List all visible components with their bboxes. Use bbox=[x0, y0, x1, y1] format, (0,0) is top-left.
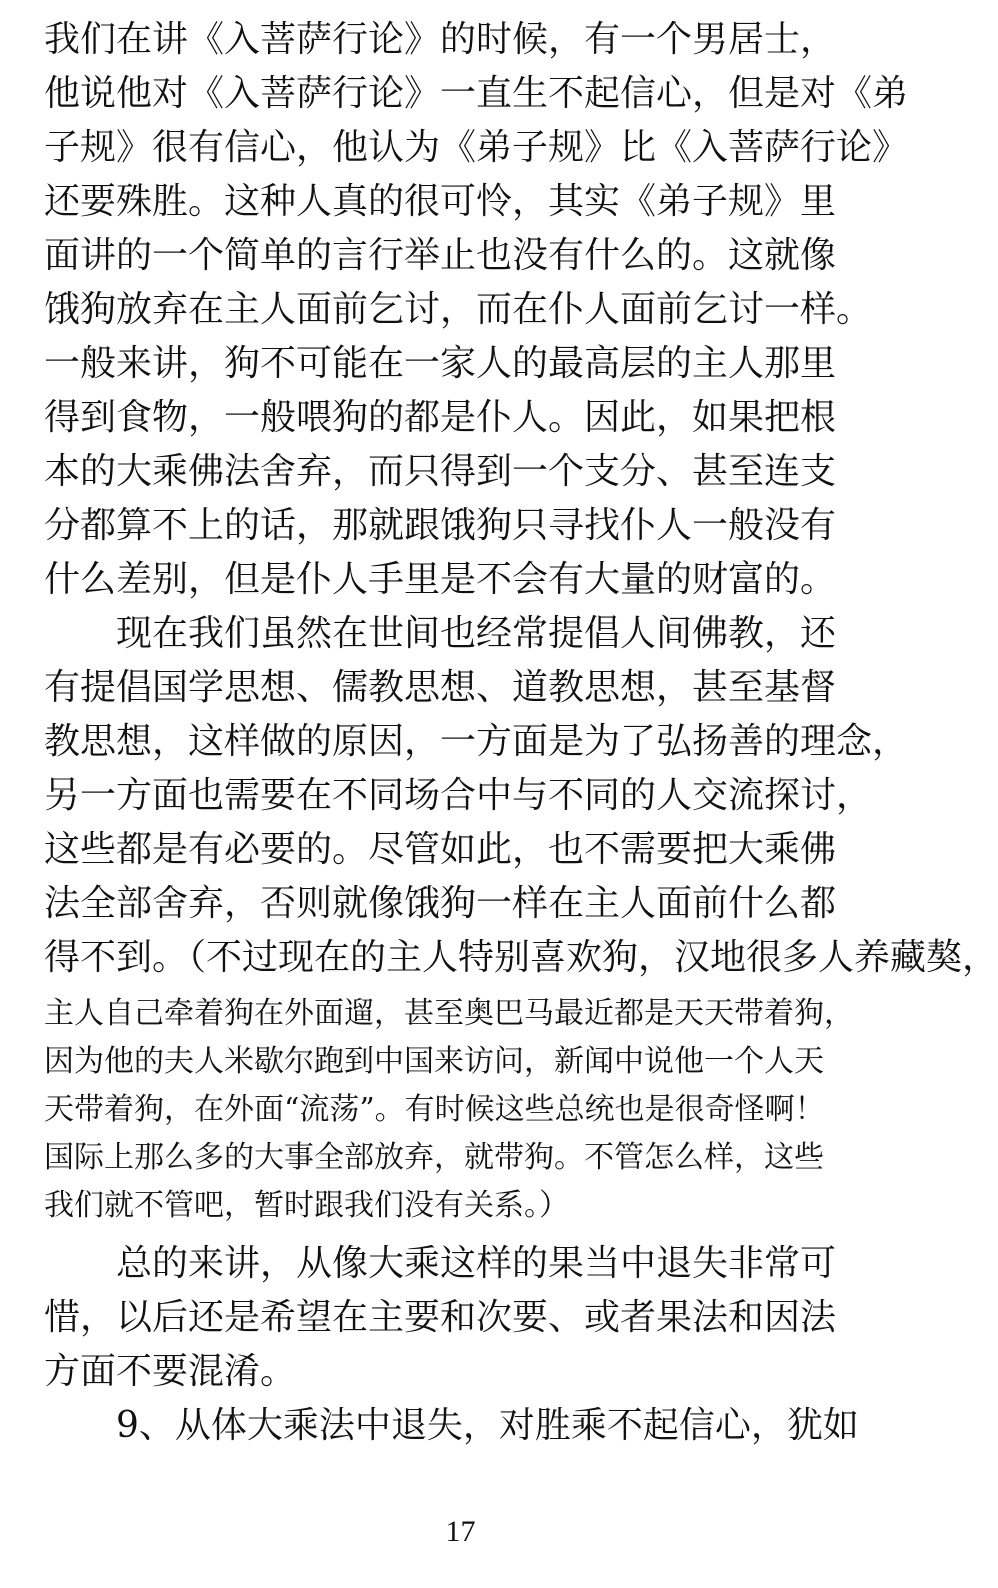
paragraph-start-line: 现在我们虽然在世间也经常提倡人间佛教，还 bbox=[44, 613, 837, 654]
note-line: 因为他的夫人米歇尔跑到中国来访问，新闻中说他一个人天 bbox=[44, 1044, 824, 1079]
text-line: 另一方面也需要在不同场合中与不同的人交流探讨， bbox=[44, 775, 873, 816]
note-line: 国际上那么多的大事全部放弃，就带狗。不管怎么样，这些 bbox=[44, 1140, 824, 1175]
text-line: 这些都是有必要的。尽管如此，也不需要把大乘佛 bbox=[44, 829, 837, 870]
text-line: 本的大乘佛法舍弃，而只得到一个支分、甚至连支 bbox=[44, 451, 837, 492]
text-line: 饿狗放弃在主人面前乞讨，而在仆人面前乞讨一样。 bbox=[44, 289, 873, 330]
text-line: 面讲的一个简单的言行举止也没有什么的。这就像 bbox=[44, 235, 837, 276]
text-line: 得不到。（不过现在的主人特别喜欢狗，汉地很多人养藏獒， bbox=[44, 937, 998, 978]
text-line: 一般来讲，狗不可能在一家人的最高层的主人那里 bbox=[44, 343, 837, 384]
text-line: 子规》很有信心，他认为《弟子规》比《入菩萨行论》 bbox=[44, 127, 909, 168]
text-line: 教思想，这样做的原因，一方面是为了弘扬善的理念， bbox=[44, 721, 909, 762]
text-line: 什么差别，但是仆人手里是不会有大量的财富的。 bbox=[44, 559, 837, 600]
text-line: 得到食物，一般喂狗的都是仆人。因此，如果把根 bbox=[44, 397, 837, 438]
text-line: 惜，以后还是希望在主要和次要、或者果法和因法 bbox=[44, 1297, 837, 1338]
page-number: 17 bbox=[445, 1515, 476, 1548]
note-line: 主人自己牵着狗在外面遛，甚至奥巴马最近都是天天带着狗， bbox=[44, 996, 854, 1031]
text-line: 我们在讲《入菩萨行论》的时候，有一个男居士， bbox=[44, 19, 837, 60]
paragraph-start-line: 9、从体大乘法中退失，对胜乘不起信心，犹如 bbox=[44, 1405, 859, 1446]
text-line: 法全部舍弃，否则就像饿狗一样在主人面前什么都 bbox=[44, 883, 837, 924]
text-line: 有提倡国学思想、儒教思想、道教思想，甚至基督 bbox=[44, 667, 837, 708]
note-line: 我们就不管吧，暂时跟我们没有关系。） bbox=[44, 1188, 569, 1223]
text-line: 还要殊胜。这种人真的很可怜，其实《弟子规》里 bbox=[44, 181, 837, 222]
paragraph-start-line: 总的来讲，从像大乘这样的果当中退失非常可 bbox=[44, 1243, 837, 1284]
text-line: 他说他对《入菩萨行论》一直生不起信心，但是对《弟 bbox=[44, 73, 909, 114]
text-line: 方面不要混淆。 bbox=[44, 1351, 297, 1392]
note-line: 天带着狗，在外面“流荡”。有时候这些总统也是很奇怪啊！ bbox=[44, 1092, 825, 1127]
text-line: 分都算不上的话，那就跟饿狗只寻找仆人一般没有 bbox=[44, 505, 837, 546]
